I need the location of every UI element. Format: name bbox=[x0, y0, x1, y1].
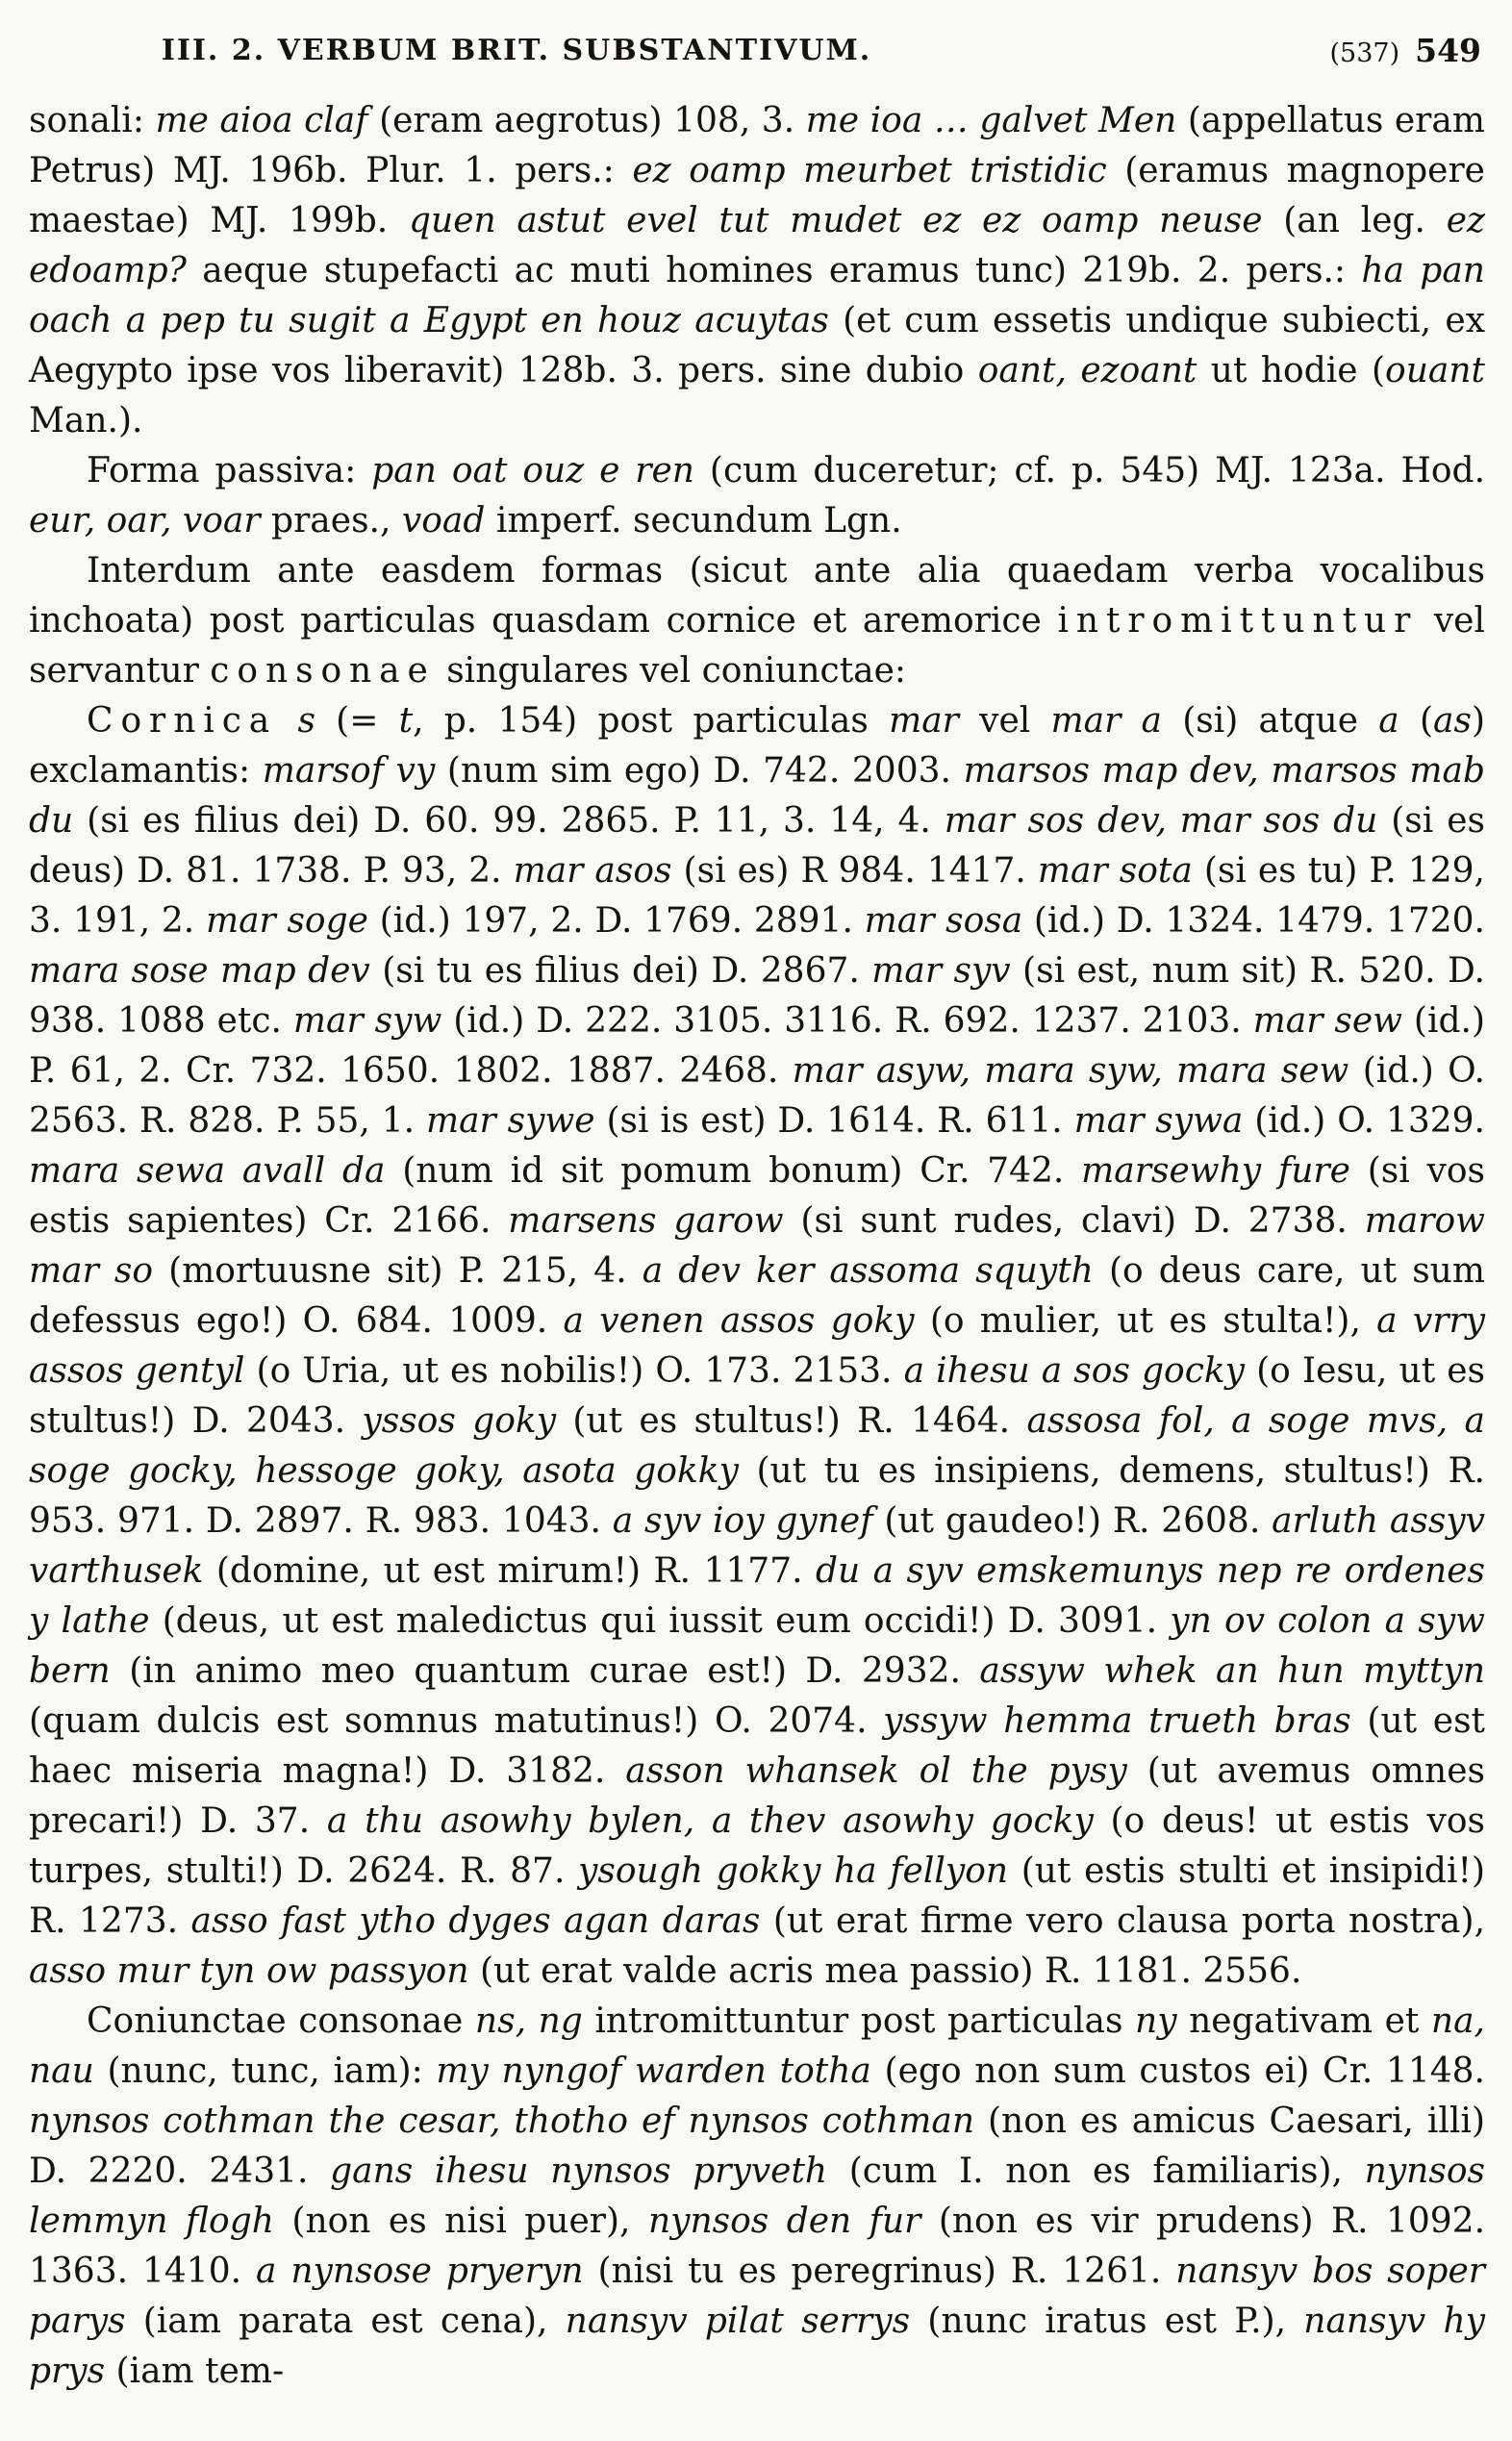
cited-form: nynsos lemmyn flogh bbox=[29, 2152, 1485, 2241]
body-text-run: Interdum ante easdem formas (sicut ante alia quaedam verba vocalibus inchoata) post particulas quasdam cornice et aremorice bbox=[29, 551, 1485, 641]
body-text-run: (non es vir prudens) R. 1092. 1363. 1410. bbox=[29, 2202, 1486, 2291]
cited-form: a vrry assos gentyl bbox=[29, 1301, 1485, 1391]
body-text-run: (ut gaudeo!) R. 2608. bbox=[884, 1501, 1273, 1541]
cited-form: pan oat ouz e ren bbox=[371, 451, 710, 491]
cited-form: gans ihesu nynsos pryveth bbox=[330, 2152, 849, 2191]
body-text-run: (o deus care, ut sum defessus ego!) O. 684. 1009. bbox=[29, 1251, 1486, 1341]
body-text-run: intromittuntur bbox=[1057, 601, 1419, 641]
cited-form: a thu asowhy bylen, a thev asowhy gocky bbox=[326, 1801, 1111, 1841]
body-text-run: (num sim ego) D. 742. 2003. bbox=[446, 751, 964, 791]
cited-form: marow mar so bbox=[29, 1201, 1485, 1291]
body-text bbox=[29, 96, 1485, 2397]
body-text-run: (ut erat valde acris mea passio) R. 1181. 2556. bbox=[479, 1951, 1302, 1991]
body-text-run: (si sunt rudes, clavi) D. 2738. bbox=[800, 1201, 1365, 1241]
body-text-run: (o mulier, ut es stulta!), bbox=[929, 1301, 1377, 1341]
body-text-run: (si es deus) D. 81. 1738. P. 93, 2. bbox=[29, 801, 1485, 891]
cited-form: mar asos bbox=[513, 851, 684, 891]
body-text-run: negativam et bbox=[1189, 2001, 1431, 2041]
cited-form: a venen assos goky bbox=[563, 1301, 930, 1341]
cited-form: mar asyw, mara syw, mara sew bbox=[792, 1051, 1363, 1091]
body-text-run: Man.). bbox=[29, 401, 143, 440]
body-text-run: (= bbox=[336, 701, 399, 741]
cited-form: ez edoamp? bbox=[29, 201, 1485, 290]
body-text-run: (appellatus eram Petrus) MJ. 196b. Plur. 1. pers.: bbox=[29, 101, 1485, 190]
cited-form: marsens garow bbox=[508, 1201, 801, 1241]
cited-form: a bbox=[1378, 701, 1420, 741]
cited-form: quen astut evel tut mudet ez ez oamp neuse bbox=[408, 201, 1284, 240]
cited-form: t bbox=[398, 701, 414, 741]
cited-form: mar bbox=[889, 701, 980, 741]
cited-form: assosa fol, a soge mvs, a soge gocky, hessoge goky, asota gokky bbox=[29, 1401, 1485, 1491]
body-text-run: (deus, ut est maledictus qui iussit eum occidi!) D. 3091. bbox=[162, 1601, 1171, 1641]
body-text-run: praes., bbox=[271, 501, 402, 541]
cited-form: na, nau bbox=[29, 2001, 1485, 2091]
body-text-run: ) exclamantis: bbox=[29, 701, 1485, 791]
body-text-run: Cornica bbox=[87, 701, 278, 741]
cited-form: mar syw bbox=[292, 1001, 454, 1041]
cited-form: marsewhy fure bbox=[1081, 1151, 1368, 1191]
cited-form: my nyngof warden totha bbox=[436, 2051, 885, 2091]
body-text-run: (an leg. bbox=[1283, 201, 1447, 240]
cited-form: yssos goky bbox=[362, 1401, 573, 1441]
cited-form: marsof vy bbox=[262, 751, 447, 791]
body-text-run: (si es tu) P. 129, 3. 191, 2. bbox=[29, 851, 1486, 941]
cited-form: nansyv pilat serrys bbox=[565, 2302, 928, 2341]
cited-form: ha pan oach a pep tu sugit a Egypt en houz acuytas bbox=[29, 251, 1485, 340]
body-text-run: (ut estis stulti et insipidi!) R. 1273. bbox=[29, 1851, 1485, 1941]
body-text-run: (et cum essetis undique subiecti, ex Aegypto ipse vos liberavit) 128b. 3. pers. sine dubio bbox=[29, 301, 1485, 390]
body-text-run: (cum duceretur; cf. p. 545) MJ. 123a. Hod. bbox=[709, 451, 1486, 491]
cited-form: a dev ker assoma squyth bbox=[642, 1251, 1109, 1291]
cited-form: eur, oar, voar bbox=[29, 501, 272, 541]
cited-form: ouant bbox=[1385, 351, 1485, 390]
cited-form: ez oamp meurbet tristidic bbox=[632, 151, 1125, 190]
body-text-run: (ut avemus omnes precari!) D. 37. bbox=[29, 1751, 1485, 1841]
cited-form: a ihesu a sos gocky bbox=[903, 1351, 1257, 1391]
cited-form: asso mur tyn ow passyon bbox=[29, 1951, 480, 1991]
body-text-run: (non es nisi puer), bbox=[291, 2202, 648, 2241]
cited-form: mara sose map dev bbox=[29, 951, 383, 991]
body-text-run: (ego non sum custos ei) Cr. 1148. bbox=[884, 2051, 1485, 2091]
body-text-run: aeque stupefacti ac muti homines eramus tunc) 219b. 2. pers.: bbox=[186, 251, 1362, 290]
cited-form: mar syv bbox=[871, 951, 1023, 991]
body-text-run: vel bbox=[979, 701, 1051, 741]
cited-form: arluth assyv varthusek bbox=[29, 1501, 1485, 1591]
body-text-run: (ut es stultus!) R. 1464. bbox=[572, 1401, 1027, 1441]
body-text-run: (cum I. non es familiaris), bbox=[848, 2152, 1365, 2191]
page-corner-numbers bbox=[1330, 33, 1482, 72]
cited-form: mar sos dev, mar sos du bbox=[944, 801, 1392, 841]
body-text-run: (id.) D. 222. 3105. 3116. R. 692. 1237. 2103. bbox=[453, 1001, 1253, 1041]
body-text-run: (si) atque bbox=[1182, 701, 1379, 741]
body-text-run: (id.) P. 61, 2. Cr. 732. 1650. 1802. 1887. 2468. bbox=[29, 1001, 1486, 1091]
cited-form: assyw whek an hun myttyn bbox=[979, 1651, 1485, 1691]
cited-form: mar sew bbox=[1252, 1001, 1414, 1041]
cited-form: voad bbox=[401, 501, 496, 541]
body-text-run: (id.) D. 1324. 1479. 1720. bbox=[1033, 901, 1485, 941]
cited-form: yssyw hemma trueth bras bbox=[883, 1701, 1368, 1741]
paragraph bbox=[29, 696, 1485, 1997]
body-text-run: (ut est haec miseria magna!) D. 3182. bbox=[29, 1701, 1486, 1791]
cited-form: as bbox=[1433, 701, 1472, 741]
body-text-run: (eram aegrotus) 108, 3. bbox=[379, 101, 806, 140]
body-text-run: (nunc, tunc, iam): bbox=[107, 2051, 437, 2091]
body-text-run: ut hodie ( bbox=[1210, 351, 1386, 390]
cited-form: mar soge bbox=[205, 901, 380, 941]
body-text-run: (o Iesu, ut es stultus!) D. 2043. bbox=[29, 1351, 1486, 1441]
body-text-run: , p. 154) post particulas bbox=[413, 701, 890, 741]
cited-form: nansyv bos soper parys bbox=[29, 2252, 1485, 2341]
body-text-run: imperf. secundum Lgn. bbox=[495, 501, 902, 541]
body-text-run: (id.) 197, 2. D. 1769. 2891. bbox=[379, 901, 865, 941]
body-text-run: (num id sit pomum bonum) Cr. 742. bbox=[402, 1151, 1082, 1191]
cited-form: nynsos cothman the cesar, thotho ef nynsos cothman bbox=[29, 2101, 988, 2141]
body-text-run: (domine, ut est mirum!) R. 1177. bbox=[215, 1551, 816, 1591]
body-text-run: (nisi tu es peregrinus) R. 1261. bbox=[597, 2252, 1176, 2291]
cited-form: mara sewa avall da bbox=[29, 1151, 403, 1191]
body-text-run: (ut erat firme vero clausa porta nostra), bbox=[772, 1901, 1486, 1941]
page-number: 549 bbox=[1415, 32, 1481, 69]
body-text-run: (si es filius dei) D. 60. 99. 2865. P. 11, 3. 14, 4. bbox=[87, 801, 945, 841]
body-text-run: (eramus magnopere maestae) MJ. 199b. bbox=[29, 151, 1485, 240]
cited-form: me aioa claf bbox=[155, 101, 380, 140]
cited-form: mar sywa bbox=[1073, 1101, 1255, 1141]
body-text-run: (in animo meo quantum curae est!) D. 2932. bbox=[129, 1651, 980, 1691]
cited-form: s bbox=[297, 701, 337, 741]
paragraph bbox=[29, 446, 1485, 546]
cited-form: asson whansek ol the pysy bbox=[625, 1751, 1147, 1791]
paragraph bbox=[29, 96, 1485, 446]
body-text-run: (si vos estis sapientes) Cr. 2166. bbox=[29, 1151, 1485, 1241]
column-reference: (537) bbox=[1329, 38, 1400, 68]
body-text-run bbox=[277, 701, 297, 741]
body-text-run: (iam parata est cena), bbox=[142, 2302, 566, 2341]
cited-form: a nynsose pryeryn bbox=[255, 2252, 598, 2291]
body-text-run: (nunc iratus est P.), bbox=[927, 2302, 1304, 2341]
body-text-run: (iam tem- bbox=[115, 2352, 285, 2391]
body-text-run: ( bbox=[1419, 701, 1434, 741]
body-text-run: (o Uria, ut es nobilis!) O. 173. 2153. bbox=[256, 1351, 904, 1391]
cited-form: nynsos den fur bbox=[647, 2202, 939, 2241]
cited-form: yn ov colon a syw bern bbox=[29, 1601, 1485, 1691]
body-text-run: sonali: bbox=[29, 101, 156, 140]
body-text-run: Coniunctae consonae bbox=[87, 2001, 475, 2041]
cited-form: nansyv hy prys bbox=[29, 2302, 1485, 2391]
body-text-run: singulares vel coniunctae: bbox=[435, 651, 907, 691]
cited-form: me ioa … galvet Men bbox=[805, 101, 1188, 140]
cited-form: a syv ioy gynef bbox=[612, 1501, 885, 1541]
body-text-run: Forma passiva: bbox=[87, 451, 372, 491]
cited-form: ny bbox=[1135, 2001, 1190, 2041]
body-text-run: vel servantur bbox=[29, 601, 1485, 691]
body-text-run: (ut tu es insipiens, demens, stultus!) R. 953. 971. D. 2897. R. 983. 1043. bbox=[29, 1451, 1485, 1541]
body-text-run: (mortuusne sit) P. 215, 4. bbox=[168, 1251, 643, 1291]
cited-form: marsos map dev, marsos mab du bbox=[29, 751, 1486, 841]
body-text-run: (si tu es filius dei) D. 2867. bbox=[382, 951, 872, 991]
paragraph bbox=[29, 546, 1485, 696]
body-text-run: (quam dulcis est somnus matutinus!) O. 2074. bbox=[29, 1701, 884, 1741]
cited-form: du a syv emskemunys nep re ordenes y lathe bbox=[29, 1551, 1485, 1641]
cited-form: mar sywe bbox=[425, 1101, 607, 1141]
cited-form: mar sosa bbox=[864, 901, 1034, 941]
body-text-run: intromittuntur post particulas bbox=[594, 2001, 1136, 2041]
cited-form: oant, ezoant bbox=[977, 351, 1211, 390]
body-text-run: (id.) O. 2563. R. 828. P. 55, 1. bbox=[29, 1051, 1485, 1141]
body-text-run: (o deus! ut estis vos turpes, stulti!) D. 2624. R. 87. bbox=[29, 1801, 1485, 1891]
cited-form: mar sota bbox=[1037, 851, 1204, 891]
body-text-run: consonae bbox=[210, 651, 436, 691]
body-text-run: (si es) R 984. 1417. bbox=[683, 851, 1038, 891]
body-text-run: (si est, num sit) R. 520. D. 938. 1088 etc. bbox=[29, 951, 1485, 1041]
running-title: III. 2. VERBUM BRIT. SUBSTANTIVUM. bbox=[161, 34, 872, 67]
cited-form: asso fast ytho dyges agan daras bbox=[190, 1901, 773, 1941]
body-text-run: (non es amicus Caesari, illi) D. 2220. 2431. bbox=[29, 2101, 1485, 2191]
page-header bbox=[29, 33, 1485, 69]
cited-form: ns, ng bbox=[474, 2001, 595, 2041]
cited-form: mar a bbox=[1050, 701, 1183, 741]
cited-form: ysough gokky ha fellyon bbox=[578, 1851, 1021, 1891]
body-text-run: (id.) O. 1329. bbox=[1254, 1101, 1485, 1141]
paragraph bbox=[29, 1997, 1485, 2397]
body-text-run: (si is est) D. 1614. R. 611. bbox=[606, 1101, 1074, 1141]
